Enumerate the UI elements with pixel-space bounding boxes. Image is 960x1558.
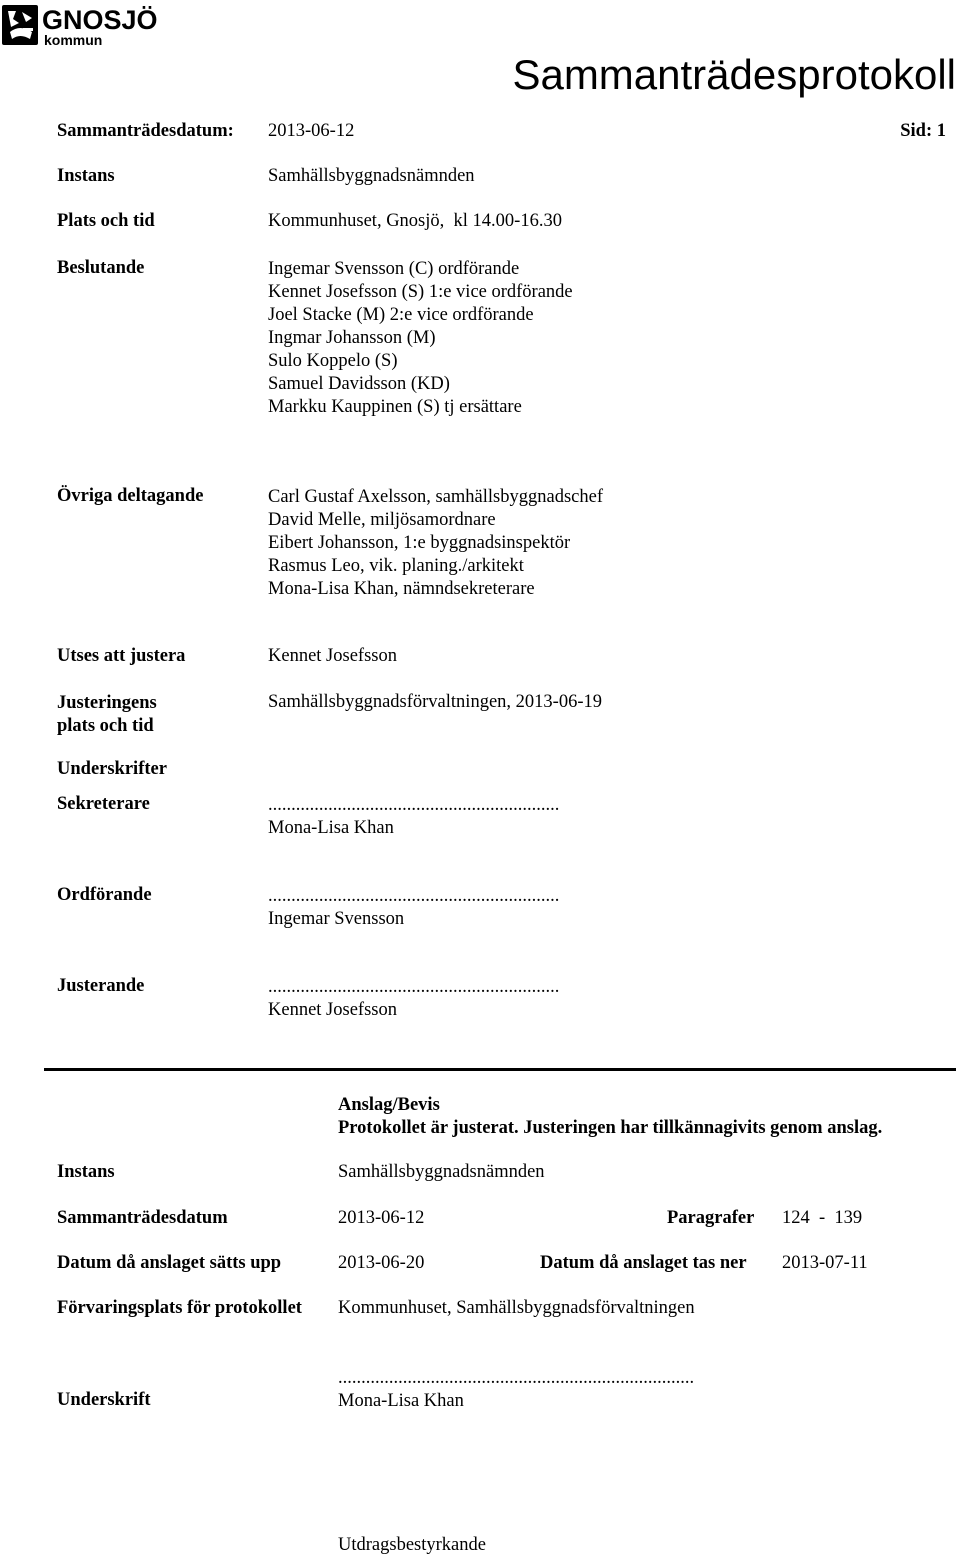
list-item: Sulo Koppelo (S) — [268, 351, 398, 371]
list-item: Rasmus Leo, vik. planing./arkitekt — [268, 556, 524, 576]
list-item: Ingemar Svensson (C) ordförande — [268, 259, 520, 279]
paragraphs-value: 124 - 139 — [782, 1208, 863, 1228]
list-item: Kennet Josefsson (S) 1:e vice ordförande — [268, 282, 573, 302]
signature-line: ............................................................... — [268, 886, 560, 906]
posted-label: Datum då anslaget sätts upp — [57, 1253, 282, 1273]
place-label: Plats och tid — [57, 211, 155, 231]
signature-name: Ingemar Svensson — [268, 909, 405, 929]
removed-value: 2013-07-11 — [782, 1253, 868, 1273]
chair-signature — [268, 885, 559, 931]
list-item: Ingmar Johansson (M) — [268, 328, 436, 348]
chair-label: Ordförande — [57, 885, 152, 905]
storage-label: Förvaringsplats för protokollet — [57, 1298, 302, 1318]
svg-text:GNOSJÖ: GNOSJÖ — [42, 5, 158, 35]
signatures-heading: Underskrifter — [57, 759, 167, 779]
deciding-label: Beslutande — [57, 258, 145, 278]
list-item: Carl Gustaf Axelsson, samhällsbyggnadschef — [268, 487, 603, 507]
secretary-signature — [268, 794, 559, 840]
svg-text:kommun: kommun — [44, 32, 103, 48]
signature-label: Underskrift — [57, 1390, 151, 1410]
instans-label: Instans — [57, 166, 115, 186]
place-value: Kommunhuset, Gnosjö, kl 14.00-16.30 — [268, 211, 562, 231]
signature-name: Mona-Lisa Khan — [268, 818, 394, 838]
page-number: Sid: 1 — [900, 121, 946, 141]
notice-instans-label: Instans — [57, 1162, 115, 1182]
meeting-date-label: Sammanträdesdatum: — [57, 121, 234, 141]
adjust-place-value: Samhällsbyggnadsförvaltningen, 2013-06-19 — [268, 692, 602, 712]
storage-value: Kommunhuset, Samhällsbyggnadsförvaltningen — [338, 1298, 695, 1318]
section-divider — [44, 1068, 956, 1071]
signature-line: ............................................................................. — [338, 1368, 695, 1388]
notice-heading-block — [338, 1094, 882, 1140]
posted-value: 2013-06-20 — [338, 1253, 425, 1273]
list-item: Markku Kauppinen (S) tj ersättare — [268, 397, 522, 417]
instans-value: Samhällsbyggnadsnämnden — [268, 166, 475, 186]
deciding-list — [268, 258, 573, 419]
meeting-date: 2013-06-12 — [268, 121, 355, 141]
signature-line: ............................................................... — [268, 977, 560, 997]
others-label: Övriga deltagande — [57, 486, 204, 506]
adjusting-signature — [268, 976, 559, 1022]
list-item: Samuel Davidsson (KD) — [268, 374, 450, 394]
notice-signature — [338, 1367, 694, 1413]
removed-label: Datum då anslaget tas ner — [540, 1253, 747, 1273]
list-item: Joel Stacke (M) 2:e vice ordförande — [268, 305, 534, 325]
notice-statement: Protokollet är justerat. Justeringen har tillkännagivits genom anslag. — [338, 1118, 883, 1138]
notice-heading: Anslag/Bevis — [338, 1095, 440, 1115]
signature-line: ............................................................... — [268, 795, 560, 815]
adjusting-label: Justerande — [57, 976, 145, 996]
signature-name: Kennet Josefsson — [268, 1000, 397, 1020]
extract-certification: Utdragsbestyrkande — [338, 1535, 486, 1555]
list-item: Mona-Lisa Khan, nämndsekreterare — [268, 579, 535, 599]
signature-name: Mona-Lisa Khan — [338, 1391, 464, 1411]
adjuster-value: Kennet Josefsson — [268, 646, 397, 666]
list-item: Eibert Johansson, 1:e byggnadsinspektör — [268, 533, 571, 553]
others-list — [268, 486, 603, 601]
notice-instans-value: Samhällsbyggnadsnämnden — [338, 1162, 545, 1182]
secretary-label: Sekreterare — [57, 794, 150, 814]
document-title: Sammanträdesprotokoll — [512, 51, 956, 98]
adjuster-label: Utses att justera — [57, 646, 186, 666]
adjust-place-label: Justeringens plats och tid — [57, 693, 157, 736]
list-item: David Melle, miljösamordnare — [268, 510, 496, 530]
notice-date-value: 2013-06-12 — [338, 1208, 425, 1228]
notice-date-label: Sammanträdesdatum — [57, 1208, 228, 1228]
gnosjo-kommun-logo — [2, 2, 174, 48]
paragraphs-label: Paragrafer — [667, 1208, 755, 1228]
